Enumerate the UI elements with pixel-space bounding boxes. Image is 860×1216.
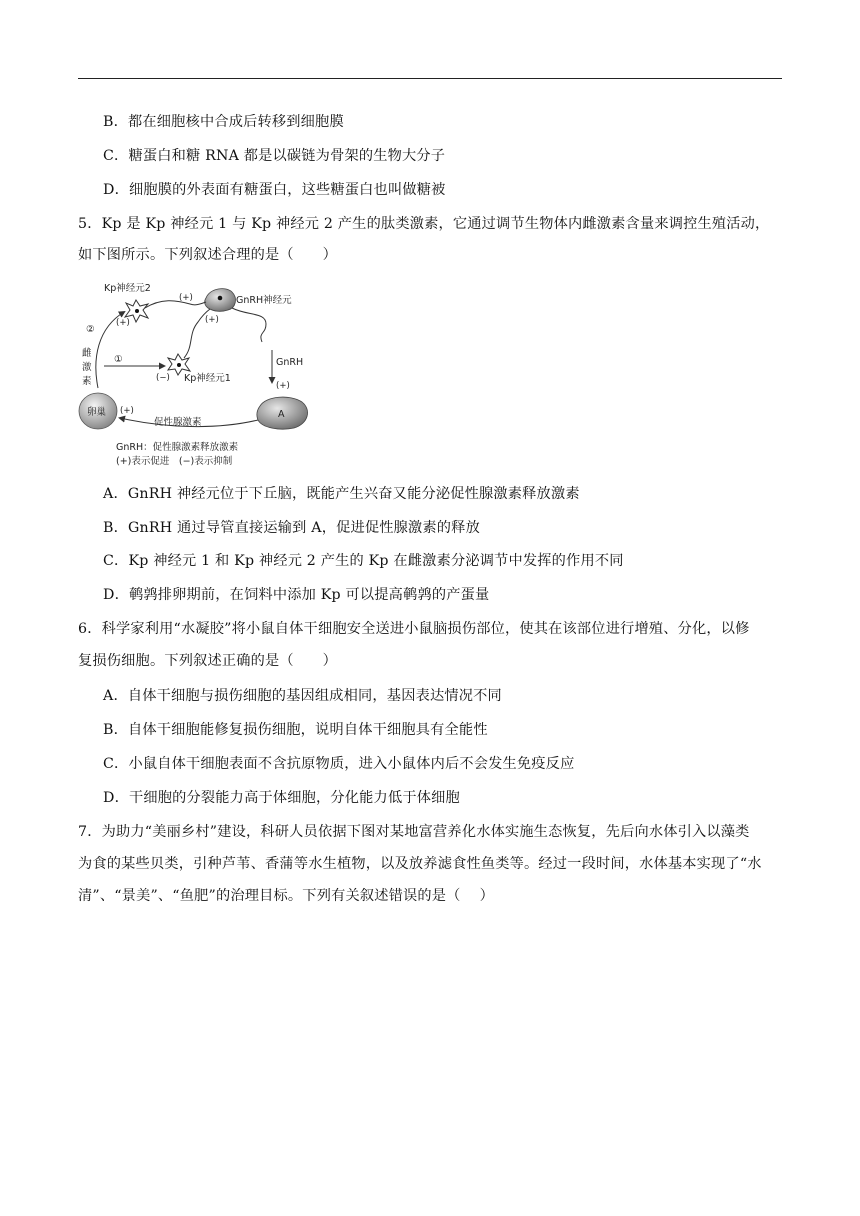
q6-option-b: B．自体干细胞能修复损伤细胞，说明自体干细胞具有全能性 (103, 722, 488, 738)
path-1-label: ① (114, 354, 123, 365)
q7-stem-line3: 清”、“景美”、“鱼肥”的治理目标。下列有关叙述错误的是（ ） (78, 888, 495, 904)
ovary-label: 卵巢 (87, 407, 107, 418)
q4-option-c: C．糖蛋白和糖 RNA 都是以碳链为骨架的生物大分子 (103, 148, 446, 164)
estrogen-label-1: 雌 (82, 348, 92, 359)
q7-stem-line2: 为食的某些贝类，引种芦苇、香蒲等水生植物，以及放养滤食性鱼类等。经过一段时间，水体基本实现了“水 (78, 856, 762, 872)
q6-option-c: C．小鼠自体干细胞表面不含抗原物质，进入小鼠体内后不会发生免疫反应 (103, 756, 575, 772)
q4-option-b: B．都在细胞核中合成后转移到细胞膜 (103, 114, 344, 130)
kp2-to-gnrh-axon (145, 301, 206, 308)
kp-neuron-1-label: Kp神经元1 (184, 373, 231, 384)
header-rule (78, 78, 782, 79)
estrogen-label-2: 激 (82, 362, 92, 373)
q5-stem-line2: 如下图所示。下列叙述合理的是（ ） (78, 247, 337, 263)
kp-neuron-2-label: Kp神经元2 (104, 283, 151, 294)
q6-option-d: D．干细胞的分裂能力高于体细胞，分化能力低于体细胞 (103, 790, 460, 806)
q6-stem-line2: 复损伤细胞。下列叙述正确的是（ ） (78, 653, 337, 669)
q5-option-b: B．GnRH 通过导管直接运输到 A，促进促性腺激素的释放 (103, 520, 480, 536)
kp2-to-gnrh-plus: (+) (179, 293, 193, 303)
q7-stem-line1: 7．为助力“美丽乡村”建设，科研人员依据下图对某地富营养化水体实施生态恢复，先后向水体引入以藻类 (78, 824, 750, 840)
gnrh-neuron-label: GnRH神经元 (236, 295, 292, 306)
q6-stem-line1: 6．科学家利用“水凝胶”将小鼠自体干细胞安全送进小鼠脑损伤部位，使其在该部位进行增殖、分化，以修 (78, 621, 750, 637)
gnrh-plus: (+) (276, 381, 290, 391)
kp2-plus-sign: (+) (116, 318, 130, 328)
gnrh-neuron-shape (205, 289, 236, 312)
gnrh-neuron-plus: (+) (205, 315, 219, 325)
gland-a-label: A (278, 409, 285, 420)
ovary-plus: (+) (120, 406, 134, 416)
kp-neuron-1-shape (168, 354, 190, 375)
q6-option-a: A．自体干细胞与损伤细胞的基因组成相同，基因表达情况不同 (103, 688, 502, 704)
legend-signs: (+)表示促进 (−)表示抑制 (116, 456, 233, 467)
kp1-minus-sign: (−) (156, 373, 170, 383)
gnrh-label: GnRH (276, 357, 304, 368)
q5-option-d: D．鹌鹑排卵期前，在饲料中添加 Kp 可以提高鹌鹑的产蛋量 (103, 587, 490, 603)
path-2-label: ② (86, 324, 95, 335)
q5-option-a: A．GnRH 神经元位于下丘脑，既能产生兴奋又能分泌促性腺激素释放激素 (103, 486, 580, 502)
gonadotropin-label: 促性腺激素 (154, 417, 202, 428)
gnrh-axon (232, 308, 266, 342)
estrogen-label-3: 素 (82, 376, 92, 387)
q5-stem-line1: 5．Kp 是 Kp 神经元 1 与 Kp 神经元 2 产生的肽类激素，它通过调节生物体内雌激素含量来调控生殖活动， (78, 216, 770, 232)
kp-hormone-diagram (76, 278, 314, 470)
q4-option-d: D．细胞膜的外表面有糖蛋白，这些糖蛋白也叫做糖被 (103, 182, 446, 198)
legend-gnrh: GnRH：促性腺激素释放激素 (116, 442, 239, 453)
q5-option-c: C．Kp 神经元 1 和 Kp 神经元 2 产生的 Kp 在雌激素分泌调节中发挥的作用不同 (103, 553, 624, 569)
